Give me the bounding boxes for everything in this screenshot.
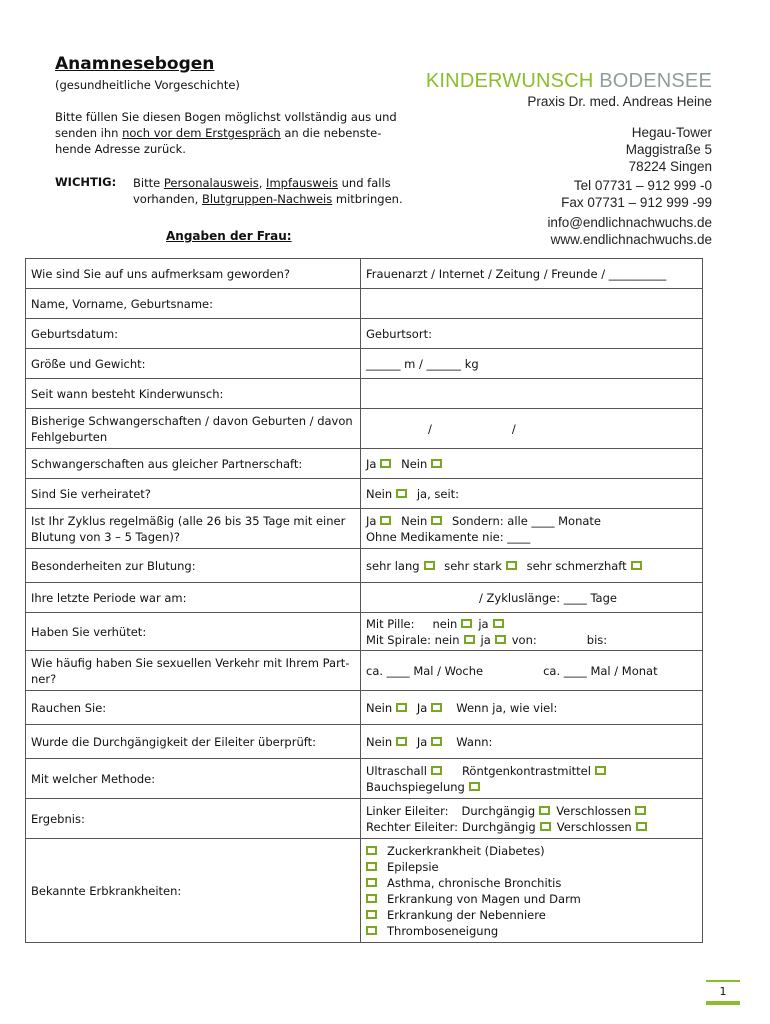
- checkbox[interactable]: [539, 806, 550, 815]
- question-cell: Sind Sie verheiratet?: [26, 479, 361, 509]
- checkbox[interactable]: [396, 703, 407, 712]
- checkbox[interactable]: [469, 782, 480, 791]
- checkbox[interactable]: [380, 516, 391, 525]
- table-row: [26, 449, 703, 479]
- table-row: [26, 651, 703, 691]
- question-cell: Seit wann besteht Kinderwunsch:: [26, 379, 361, 409]
- list-item: Zuckerkrankheit (Diabetes): [366, 843, 697, 859]
- checkbox[interactable]: [636, 822, 647, 831]
- answer-cell: Linker Eileiter: Durchgängig Verschlossen Rechter Eileiter: Durchgängig Verschlossen: [361, 799, 703, 839]
- checkbox[interactable]: [464, 635, 475, 644]
- table-row: [26, 725, 703, 759]
- section-title: Angaben der Frau:: [166, 229, 292, 243]
- anamnesis-table: [25, 258, 703, 943]
- list-item: Thromboseneigung: [366, 923, 697, 939]
- answer-cell[interactable]: ______ m / ______ kg: [361, 349, 703, 379]
- answer-cell[interactable]: ca. ____ Mal / Woche ca. ____ Mal / Monat: [361, 651, 703, 691]
- checkbox[interactable]: [631, 561, 642, 570]
- list-item: Asthma, chronische Bronchitis: [366, 875, 697, 891]
- answer-cell[interactable]: Geburtsort:: [361, 319, 703, 349]
- table-row: [26, 509, 703, 549]
- checkbox[interactable]: [595, 766, 606, 775]
- clinic-logo: KINDERWUNSCH BODENSEE: [425, 70, 712, 92]
- clinic-address: Hegau-Tower Maggistraße 5 78224 Singen: [625, 125, 712, 174]
- answer-cell: sehr lang sehr stark sehr schmerzhaft: [361, 549, 703, 583]
- checkbox[interactable]: [366, 926, 377, 935]
- clinic-phone: Tel 07731 – 912 999 -0 Fax 07731 – 912 999 -99: [561, 178, 712, 210]
- checkbox[interactable]: [493, 619, 504, 628]
- checkbox[interactable]: [366, 862, 377, 871]
- question-cell: Schwangerschaften aus gleicher Partnerschaft:: [26, 449, 361, 479]
- answer-cell: Mit Pille: nein ja Mit Spirale: nein ja von: bis:: [361, 613, 703, 651]
- table-row: [26, 759, 703, 799]
- document-subtitle: (gesundheitliche Vorgeschichte): [55, 78, 240, 92]
- document-title: Anamnesebogen: [55, 54, 215, 74]
- checkbox[interactable]: [424, 561, 435, 570]
- question-cell: Ist Ihr Zyklus regelmäßig (alle 26 bis 35 Tage mit einer Blutung von 3 – 5 Tagen)?: [26, 509, 361, 549]
- checkbox[interactable]: [635, 806, 646, 815]
- question-cell: Wie sind Sie auf uns aufmerksam geworden?: [26, 259, 361, 289]
- answer-cell: [361, 839, 703, 943]
- clinic-contact: info@endlichnachwuchs.de www.endlichnachwuchs.de: [547, 215, 712, 247]
- checkbox[interactable]: [506, 561, 517, 570]
- question-cell: Rauchen Sie:: [26, 691, 361, 725]
- list-item: Epilepsie: [366, 859, 697, 875]
- table-row: [26, 549, 703, 583]
- question-cell: Besonderheiten zur Blutung:: [26, 549, 361, 583]
- intro-text: Bitte füllen Sie diesen Bogen möglichst vollständig aus und senden ihn noch vor dem Erstgespräch an die nebenste-hende Adresse zurück.: [55, 110, 397, 156]
- question-cell: Mit welcher Methode:: [26, 759, 361, 799]
- question-cell: Haben Sie verhütet:: [26, 613, 361, 651]
- checkbox[interactable]: [396, 489, 407, 498]
- checkbox[interactable]: [366, 846, 377, 855]
- table-row: [26, 409, 703, 449]
- table-row: [26, 379, 703, 409]
- divider: [706, 1001, 740, 1005]
- question-cell: Größe und Gewicht:: [26, 349, 361, 379]
- checkbox[interactable]: [380, 459, 391, 468]
- checkbox[interactable]: [495, 635, 506, 644]
- table-row: [26, 319, 703, 349]
- table-row: [26, 839, 703, 943]
- answer-cell: Ja Nein: [361, 449, 703, 479]
- checkbox[interactable]: [366, 878, 377, 887]
- answer-cell[interactable]: [361, 289, 703, 319]
- table-row: [26, 613, 703, 651]
- divider: [706, 980, 740, 982]
- page-number: 1: [706, 980, 740, 1005]
- checkbox[interactable]: [396, 737, 407, 746]
- list-item: Erkrankung von Magen und Darm: [366, 891, 697, 907]
- answer-cell[interactable]: / /: [361, 409, 703, 449]
- question-cell: Wurde die Durchgängigkeit der Eileiter überprüft:: [26, 725, 361, 759]
- answer-cell: Ja Nein Sondern: alle ____ Monate Ohne Medikamente nie: ____: [361, 509, 703, 549]
- question-cell: Ergebnis:: [26, 799, 361, 839]
- checkbox[interactable]: [431, 703, 442, 712]
- question-cell: Wie häufig haben Sie sexuellen Verkehr mit Ihrem Part-ner?: [26, 651, 361, 691]
- answer-cell: Nein Ja Wann:: [361, 725, 703, 759]
- checkbox[interactable]: [431, 766, 442, 775]
- checkbox[interactable]: [431, 516, 442, 525]
- list-item: Erkrankung der Nebenniere: [366, 907, 697, 923]
- answer-cell[interactable]: [361, 379, 703, 409]
- table-row: [26, 289, 703, 319]
- clinic-doctor: Praxis Dr. med. Andreas Heine: [527, 94, 712, 109]
- checkbox[interactable]: [431, 737, 442, 746]
- table-row: [26, 799, 703, 839]
- checkbox[interactable]: [366, 894, 377, 903]
- question-cell: Ihre letzte Periode war am:: [26, 583, 361, 613]
- table-row: [26, 691, 703, 725]
- answer-cell: Nein Ja Wenn ja, wie viel:: [361, 691, 703, 725]
- table-row: [26, 479, 703, 509]
- answer-cell[interactable]: Frauenarzt / Internet / Zeitung / Freunde / __________: [361, 259, 703, 289]
- answer-cell[interactable]: / Zykluslänge: ____ Tage: [361, 583, 703, 613]
- answer-cell: Ultraschall Röntgenkontrastmittel Bauchspiegelung: [361, 759, 703, 799]
- wichtig-text: Bitte Personalausweis, Impfausweis und falls vorhanden, Blutgruppen-Nachweis mitbringen.: [133, 176, 403, 206]
- question-cell: Bisherige Schwangerschaften / davon Geburten / davon Fehlgeburten: [26, 409, 361, 449]
- checkbox[interactable]: [540, 822, 551, 831]
- wichtig-label: WICHTIG:: [55, 175, 117, 189]
- checkbox[interactable]: [431, 459, 442, 468]
- table-row: [26, 259, 703, 289]
- question-cell: Name, Vorname, Geburtsname:: [26, 289, 361, 319]
- answer-cell: Nein ja, seit:: [361, 479, 703, 509]
- table-row: [26, 583, 703, 613]
- table-row: [26, 349, 703, 379]
- checkbox[interactable]: [366, 910, 377, 919]
- checkbox[interactable]: [461, 619, 472, 628]
- question-cell: Bekannte Erbkrankheiten:: [26, 839, 361, 943]
- question-cell: Geburtsdatum:: [26, 319, 361, 349]
